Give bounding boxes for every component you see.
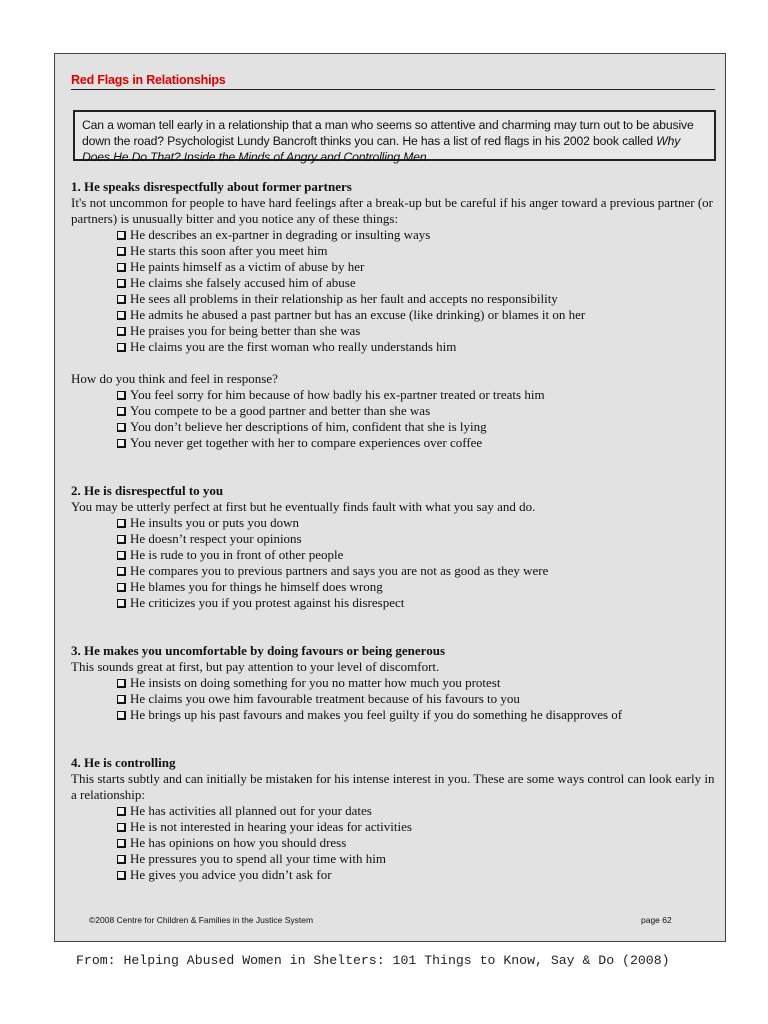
- list-item-text: He pressures you to spend all your time with him: [130, 851, 386, 866]
- checkbox-icon: [117, 295, 126, 304]
- checklist: [71, 803, 721, 883]
- followup-text: How do you think and feel in response?: [71, 371, 278, 386]
- list-item-text: He criticizes you if you protest against his disrespect: [130, 595, 405, 610]
- list-item: [117, 707, 721, 723]
- list-item-text: He doesn’t respect your opinions: [130, 531, 302, 546]
- checkbox-icon: [117, 279, 126, 288]
- checkbox-icon: [117, 807, 126, 816]
- checkbox-icon: [117, 583, 126, 592]
- list-item-text: He admits he abused a past partner but has an excuse (like drinking) or blames it on her: [130, 307, 586, 322]
- list-item-text: He compares you to previous partners and says you are not as good as they were: [130, 563, 549, 578]
- list-item: [117, 835, 721, 851]
- checkbox-icon: [117, 567, 126, 576]
- section-heading: 3. He makes you uncomfortable by doing favours or being generous: [71, 643, 446, 658]
- list-item-text: He paints himself as a victim of abuse by her: [130, 259, 365, 274]
- list-item-text: He sees all problems in their relationship as her fault and accepts no responsibility: [130, 291, 558, 306]
- list-item: [117, 403, 721, 419]
- list-item-text: He gives you advice you didn’t ask for: [130, 867, 332, 882]
- list-item: [117, 323, 721, 339]
- list-item: [117, 803, 721, 819]
- list-item-text: He claims you owe him favourable treatment because of his favours to you: [130, 691, 520, 706]
- checkbox-icon: [117, 311, 126, 320]
- section-heading: 4. He is controlling: [71, 755, 176, 770]
- list-item: [117, 595, 721, 611]
- list-item-text: You don’t believe her descriptions of him, confident that she is lying: [130, 419, 487, 434]
- list-item-text: He insults you or puts you down: [130, 515, 299, 530]
- list-item-text: He is not interested in hearing your ideas for activities: [130, 819, 412, 834]
- checkbox-icon: [117, 327, 126, 336]
- document-page: [54, 53, 726, 942]
- section-4: [71, 755, 721, 883]
- list-item-text: You compete to be a good partner and better than she was: [130, 403, 431, 418]
- list-item-text: You feel sorry for him because of how badly his ex-partner treated or treats him: [130, 387, 545, 402]
- checklist: [71, 227, 721, 355]
- list-item: [117, 515, 721, 531]
- list-item-text: He has opinions on how you should dress: [130, 835, 347, 850]
- checkbox-icon: [117, 535, 126, 544]
- list-item: [117, 243, 721, 259]
- list-item: [117, 259, 721, 275]
- list-item-text: He claims she falsely accused him of abuse: [130, 275, 356, 290]
- checkbox-icon: [117, 263, 126, 272]
- list-item-text: He describes an ex-partner in degrading or insulting ways: [130, 227, 431, 242]
- list-item: [117, 851, 721, 867]
- checkbox-icon: [117, 439, 126, 448]
- checkbox-icon: [117, 247, 126, 256]
- list-item: [117, 291, 721, 307]
- list-item: [117, 563, 721, 579]
- page-number: page 62: [641, 915, 672, 925]
- checkbox-icon: [117, 695, 126, 704]
- list-item: [117, 339, 721, 355]
- list-item: [117, 547, 721, 563]
- section-1: [71, 179, 721, 451]
- source-caption: From: Helping Abused Women in Shelters: 101 Things to Know, Say & Do (2008): [76, 953, 670, 968]
- checklist: [71, 515, 721, 611]
- list-item: [117, 675, 721, 691]
- checkbox-icon: [117, 551, 126, 560]
- list-item: [117, 275, 721, 291]
- list-item: [117, 867, 721, 883]
- list-item-text: He has activities all planned out for your dates: [130, 803, 372, 818]
- section-heading: 2. He is disrespectful to you: [71, 483, 224, 498]
- footer-copyright: ©2008 Centre for Children & Families in the Justice System: [89, 915, 314, 925]
- list-item-text: He is rude to you in front of other people: [130, 547, 344, 562]
- list-item: [117, 307, 721, 323]
- list-item: [117, 227, 721, 243]
- followup-checklist: [71, 387, 721, 451]
- list-item-text: He starts this soon after you meet him: [130, 243, 328, 258]
- intro-text: Can a woman tell early in a relationship that a man who seems so attentive and charming may turn out to be abusive down the road? Psychologist Lundy Bancroft thinks you can. He has a list of red flags in his 2002 book called: [82, 118, 694, 148]
- list-item: [117, 419, 721, 435]
- list-item: [117, 579, 721, 595]
- checkbox-icon: [117, 855, 126, 864]
- section-2: [71, 483, 721, 611]
- checkbox-icon: [117, 839, 126, 848]
- checklist: [71, 675, 721, 723]
- checkbox-icon: [117, 823, 126, 832]
- list-item: [117, 435, 721, 451]
- list-item-text: He blames you for things he himself does wrong: [130, 579, 383, 594]
- intro-box: [73, 110, 716, 164]
- checkbox-icon: [117, 871, 126, 880]
- list-item-text: He brings up his past favours and makes you feel guilty if you do something he disapproves of: [130, 707, 623, 722]
- content: [71, 179, 721, 883]
- checkbox-icon: [117, 711, 126, 720]
- list-item-text: You never get together with her to compare experiences over coffee: [130, 435, 483, 450]
- section-3: [71, 643, 721, 723]
- checkbox-icon: [117, 679, 126, 688]
- list-item: [117, 531, 721, 547]
- list-item-text: He insists on doing something for you no matter how much you protest: [130, 675, 501, 690]
- list-item-text: He praises you for being better than she was: [130, 323, 361, 338]
- section-text: This sounds great at first, but pay attention to your level of discomfort.: [71, 659, 440, 674]
- list-item-text: He claims you are the first woman who really understands him: [130, 339, 457, 354]
- checkbox-icon: [117, 407, 126, 416]
- checkbox-icon: [117, 599, 126, 608]
- checkbox-icon: [117, 343, 126, 352]
- section-text: This starts subtly and can initially be mistaken for his intense interest in you. These are some ways control can look early in a relationship:: [71, 771, 715, 802]
- checkbox-icon: [117, 231, 126, 240]
- page-title: Red Flags in Relationships: [71, 72, 715, 90]
- checkbox-icon: [117, 391, 126, 400]
- list-item: [117, 691, 721, 707]
- section-text: It's not uncommon for people to have hard feelings after a break-up but be careful if his anger toward a previous partner (or partners) is unusually bitter and you notice any of these things:: [71, 195, 713, 226]
- checkbox-icon: [117, 423, 126, 432]
- list-item: [117, 819, 721, 835]
- list-item: [117, 387, 721, 403]
- checkbox-icon: [117, 519, 126, 528]
- section-heading: 1. He speaks disrespectfully about former partners: [71, 179, 352, 194]
- intro-book-title: Why Does He Do That? Inside the Minds of Angry and Controlling Men.: [82, 134, 681, 164]
- section-text: You may be utterly perfect at first but he eventually finds fault with what you say and do.: [71, 499, 536, 514]
